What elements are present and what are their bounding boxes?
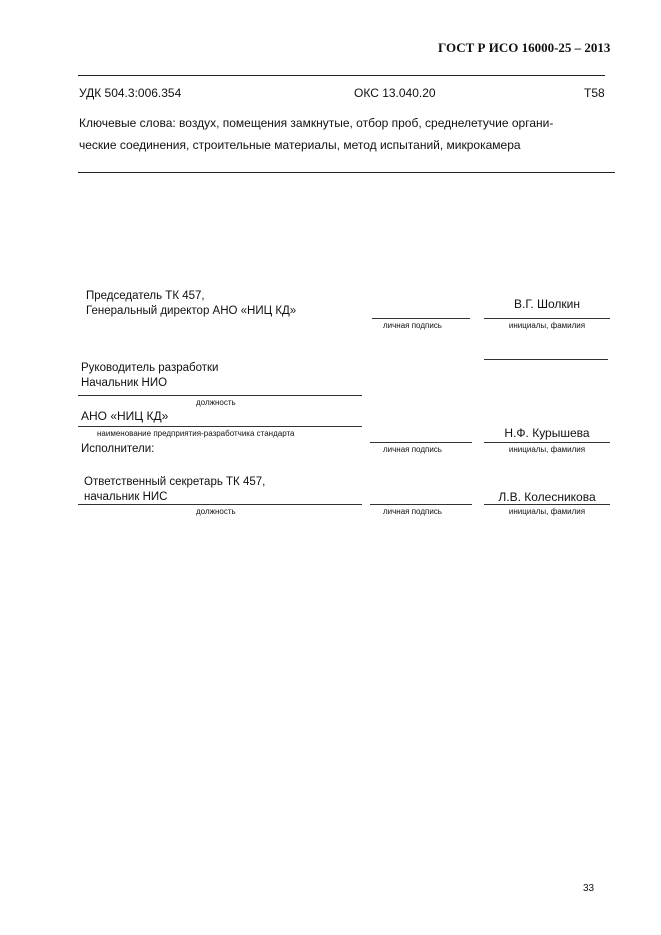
standard-designation: ГОСТ Р ИСО 16000-25 – 2013 <box>438 40 611 55</box>
sign2-position-line <box>78 395 362 396</box>
page-number: 33 <box>583 883 595 894</box>
sign3-signature-line <box>370 504 472 505</box>
sign2-name: Н.Ф. Курышева <box>504 426 590 440</box>
sign3-title-line-1: Ответственный секретарь ТК 457, <box>84 476 266 488</box>
sign2-name-line <box>484 442 610 443</box>
sign3-name-caption: инициалы, фамилия <box>508 507 586 516</box>
sign1-title-line-2: Генеральный директор АНО «НИЦ КД» <box>86 305 297 317</box>
sign2-signature-caption: личная подпись <box>383 445 442 454</box>
sign2-title-line-2: Начальник НИО <box>81 377 168 389</box>
sign1-name: В.Г. Шолкин <box>513 297 581 311</box>
sign1-name-line <box>484 318 610 319</box>
sign1-signature-caption: личная подпись <box>383 321 442 330</box>
category-code: Т58 <box>584 86 605 100</box>
sign1-title-line-1: Председатель ТК 457, <box>86 290 205 302</box>
sign2-title-line-1: Руководитель разработки <box>81 362 219 374</box>
sign2-organization-line <box>78 426 362 427</box>
keywords-line-2: ческие соединения, строительные материалы, метод испытаний, микрокамера <box>79 138 521 152</box>
sign1-signature-line <box>372 318 470 319</box>
sign3-signature-caption: личная подпись <box>383 507 442 516</box>
keywords-rule <box>78 172 615 173</box>
executors-label: Исполнители: <box>81 443 155 455</box>
sign2-name-caption: инициалы, фамилия <box>508 445 586 454</box>
sign2-organization-caption: наименование предприятия-разработчика стандарта <box>97 429 295 438</box>
sign3-position-line <box>78 504 362 505</box>
keywords-line-1: Ключевые слова: воздух, помещения замкнутые, отбор проб, среднелетучие органи- <box>79 116 554 130</box>
udk-code: УДК 504.3:006.354 <box>79 86 182 100</box>
sign3-title-line-2: начальник НИС <box>84 491 168 503</box>
sign3-position-caption: должность <box>196 507 236 516</box>
sign1-name-caption: инициалы, фамилия <box>508 321 586 330</box>
header-rule <box>78 75 605 76</box>
oks-code: ОКС 13.040.20 <box>354 86 436 100</box>
sign2-position-caption: должность <box>196 398 236 407</box>
sign2-organization: АНО «НИЦ КД» <box>81 409 169 423</box>
sign3-name: Л.В. Колесникова <box>498 490 596 504</box>
sign3-name-line <box>484 504 610 505</box>
sign2-extra-line <box>484 359 608 360</box>
sign2-signature-line <box>370 442 472 443</box>
